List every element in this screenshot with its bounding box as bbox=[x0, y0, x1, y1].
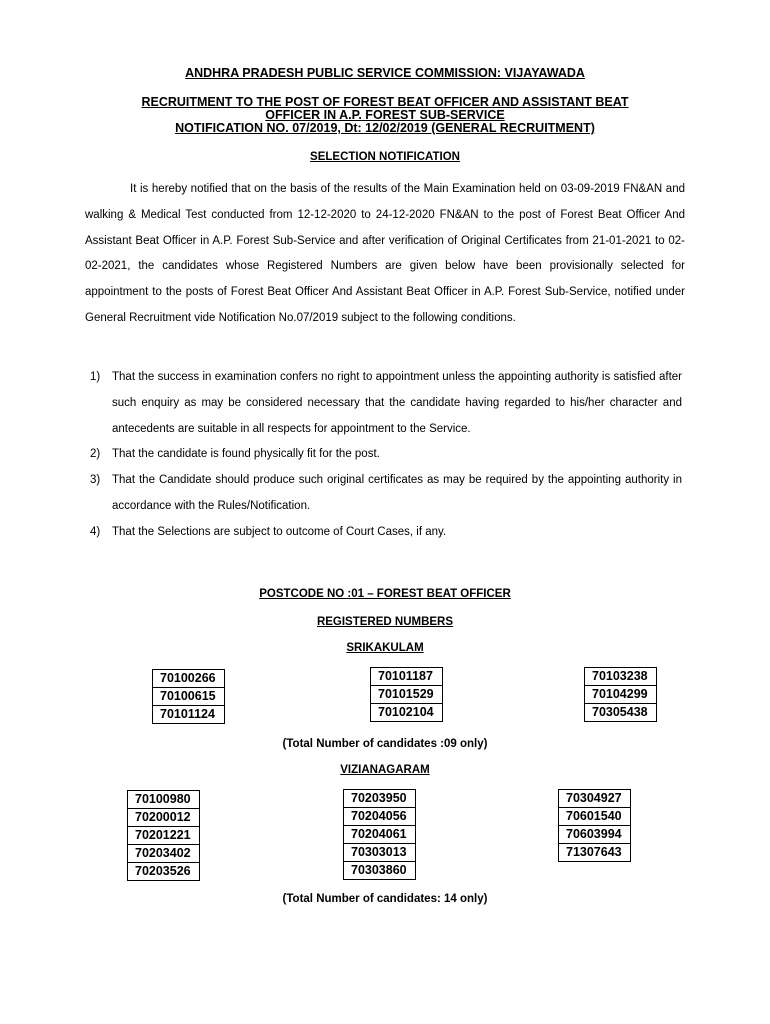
table-row bbox=[371, 704, 443, 722]
condition-text: That the Candidate should produce such original certificates as may be required by the appointing authority in accordance with the Rules/Notification. bbox=[112, 474, 682, 512]
table-row bbox=[585, 668, 657, 686]
table-row bbox=[559, 790, 631, 808]
reg-number-cell: 70102104 bbox=[371, 704, 443, 722]
recruitment-heading-line1: RECRUITMENT TO THE POST OF FOREST BEAT OFFICER AND ASSISTANT BEAT bbox=[141, 95, 629, 109]
condition-item bbox=[90, 520, 682, 546]
reg-number-column bbox=[584, 667, 657, 722]
table-row bbox=[344, 826, 416, 844]
condition-text: That the Selections are subject to outcome of Court Cases, if any. bbox=[112, 525, 447, 538]
reg-number-cell: 70100266 bbox=[153, 670, 225, 688]
reg-number-cell: 70104299 bbox=[585, 686, 657, 704]
table-row bbox=[585, 704, 657, 722]
notification-heading: NOTIFICATION NO. 07/2019, Dt: 12/02/2019 (GENERAL RECRUITMENT) bbox=[175, 121, 595, 135]
total-candidates-vizianagaram: (Total Number of candidates: 14 only) bbox=[282, 893, 488, 905]
total-candidates-srikakulam: (Total Number of candidates :09 only) bbox=[282, 738, 488, 750]
reg-number-cell: 70203402 bbox=[128, 845, 200, 863]
reg-number-cell: 71307643 bbox=[559, 844, 631, 862]
condition-number: 3) bbox=[90, 474, 101, 487]
table-row bbox=[371, 686, 443, 704]
table-row bbox=[585, 686, 657, 704]
table-row bbox=[153, 706, 225, 724]
reg-number-cell: 70204061 bbox=[344, 826, 416, 844]
table-row bbox=[559, 844, 631, 862]
reg-number-cell: 70201221 bbox=[128, 827, 200, 845]
table-row bbox=[371, 668, 443, 686]
registered-numbers-heading: REGISTERED NUMBERS bbox=[316, 616, 454, 628]
reg-number-cell: 70303013 bbox=[344, 844, 416, 862]
reg-number-cell: 70203950 bbox=[344, 790, 416, 808]
selection-notification-title: SELECTION NOTIFICATION bbox=[310, 151, 460, 163]
table-row bbox=[128, 809, 200, 827]
reg-number-cell: 70100615 bbox=[153, 688, 225, 706]
recruitment-heading bbox=[80, 96, 690, 135]
reg-number-column bbox=[370, 667, 443, 722]
table-row bbox=[128, 827, 200, 845]
reg-number-cell: 70304927 bbox=[559, 790, 631, 808]
condition-item bbox=[90, 442, 682, 468]
reg-number-column bbox=[558, 789, 631, 862]
table-row bbox=[559, 808, 631, 826]
condition-number: 1) bbox=[90, 371, 101, 383]
reg-number-cell: 70200012 bbox=[128, 809, 200, 827]
reg-number-column bbox=[343, 789, 416, 880]
recruitment-heading-line2: OFFICER IN A.P. FOREST SUB-SERVICE bbox=[265, 108, 505, 122]
reg-number-column bbox=[127, 790, 200, 881]
table-row bbox=[153, 670, 225, 688]
reg-number-cell: 70100980 bbox=[128, 791, 200, 809]
body-paragraph bbox=[85, 177, 685, 332]
condition-item bbox=[90, 468, 682, 520]
table-row bbox=[344, 862, 416, 880]
reg-number-cell: 70203526 bbox=[128, 863, 200, 881]
condition-number: 4) bbox=[90, 525, 101, 538]
reg-number-cell: 70601540 bbox=[559, 808, 631, 826]
reg-number-cell: 70603994 bbox=[559, 826, 631, 844]
condition-text: That the success in examination confers no right to appointment unless the appointing authority is satisfied after such enquiry as may be considered necessary that the candidate having regarded to his/her character and antecedents are suitable in all respects for appointment to the Service. bbox=[112, 371, 682, 435]
reg-number-cell: 70101529 bbox=[371, 686, 443, 704]
reg-number-column bbox=[152, 669, 225, 724]
reg-number-cell: 70305438 bbox=[585, 704, 657, 722]
table-row bbox=[559, 826, 631, 844]
condition-text: That the candidate is found physically fit for the post. bbox=[112, 448, 380, 461]
table-row bbox=[344, 844, 416, 862]
reg-number-cell: 70204056 bbox=[344, 808, 416, 826]
table-row bbox=[128, 863, 200, 881]
table-row bbox=[128, 791, 200, 809]
reg-number-cell: 70103238 bbox=[585, 668, 657, 686]
district-heading-vizianagaram: VIZIANAGARAM bbox=[340, 764, 430, 776]
district-heading-srikakulam: SRIKAKULAM bbox=[346, 642, 424, 654]
condition-number: 2) bbox=[90, 448, 101, 461]
reg-number-cell: 70303860 bbox=[344, 862, 416, 880]
reg-number-cell: 70101187 bbox=[371, 668, 443, 686]
table-row bbox=[153, 688, 225, 706]
postcode-heading: POSTCODE NO :01 – FOREST BEAT OFFICER bbox=[259, 588, 511, 600]
conditions-list bbox=[90, 365, 682, 546]
condition-item bbox=[90, 365, 682, 442]
reg-number-cell: 70101124 bbox=[153, 706, 225, 724]
body-paragraph-text: It is hereby notified that on the basis of the results of the Main Examination held on 03-09-2019 FN&AN and walking & Medical Test conducted from 12-12-2020 to 24-12-2020 FN&AN to the post of Forest Beat Officer And Assistant Beat Officer in A.P. Forest Sub-Service and after verification of Original Certificates from 21-01-2021 to 02-02-2021, the candidates whose Registered Numbers are given below have been provisionally selected for appointment to the posts of Forest Beat Officer And Assistant Beat Officer in A.P. Forest Sub-Service, notified under General Recruitment vide Notification No.07/2019 subject to the following conditions. bbox=[85, 183, 685, 324]
table-row bbox=[128, 845, 200, 863]
table-row bbox=[344, 790, 416, 808]
commission-heading: ANDHRA PRADESH PUBLIC SERVICE COMMISSION: VIJAYAWADA bbox=[185, 66, 585, 80]
table-row bbox=[344, 808, 416, 826]
